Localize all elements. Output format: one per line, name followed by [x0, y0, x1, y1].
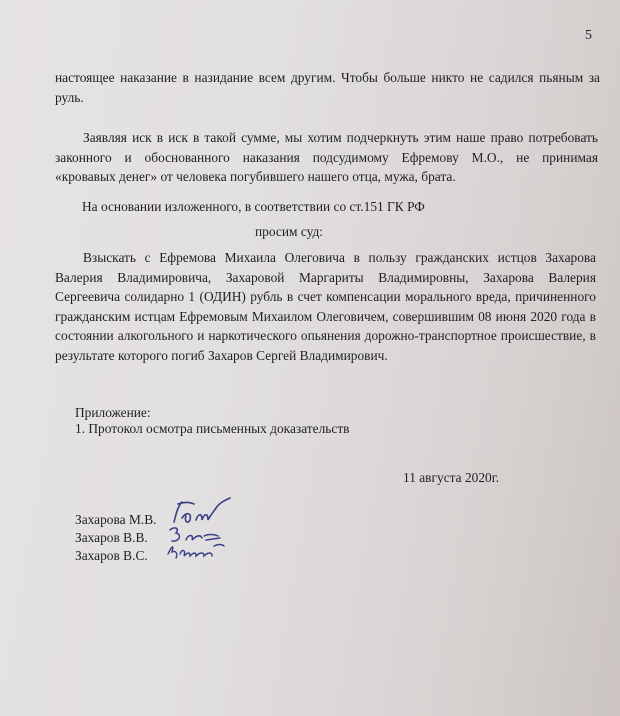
legal-basis-line: На основании изложенного, в соответствии со ст.151 ГК РФ	[82, 199, 425, 214]
signer-name: Захаров В.С.	[75, 548, 148, 563]
signature-icon	[164, 540, 226, 562]
paragraph-line: Взыскать с Ефремова Михаила Олеговича в пользу гражданских истцов Захарова	[83, 250, 596, 265]
paragraph-line: гражданским истцам Ефремовым Михаилом Олеговичем, совершившим 08 июня 2020 года в	[55, 308, 596, 324]
paragraph-line: настоящее наказание в назидание всем другим. Чтобы больше никто не садился пьяным за	[55, 70, 600, 85]
paragraph-line: Заявляя иск в иск в такой сумме, мы хотим подчеркнуть этим наше право потребовать	[83, 130, 598, 145]
paragraph-claim-reason	[55, 128, 598, 187]
paragraph-line: состоянии алкогольного и наркотического опьянения дорожно-транспортное происшествие, в	[55, 328, 596, 343]
signer-name: Захарова М.В.	[75, 512, 157, 527]
signer-name: Захаров В.В.	[75, 530, 148, 545]
document-date: 11 августа 2020г.	[403, 470, 500, 485]
paragraph-line: законного и обоснованного наказания подсудимому Ефремову М.О., не принимая	[55, 149, 598, 165]
paragraph-line: Валерия Владимировича, Захаровой Маргариты Владимировны, Захарова Валерия	[55, 269, 596, 285]
paragraph-line: руль.	[55, 89, 84, 105]
request-line: просим суд:	[255, 224, 323, 239]
paragraph-line: Сергеевича солидарно 1 (ОДИН) рубль в счет компенсации морального вреда, причиненного	[55, 289, 596, 304]
appendix-item: 1. Протокол осмотра письменных доказательств	[75, 421, 350, 436]
paragraph-punishment-end	[55, 68, 600, 107]
paragraph-demand	[55, 248, 596, 365]
paragraph-line: результате которого погиб Захаров Сергей Владимирович.	[55, 347, 388, 363]
paragraph-line: «кровавых денег» от человека погубившего нашего отца, мужа, брата.	[55, 169, 456, 184]
page-number: 5	[585, 28, 592, 43]
appendix-title: Приложение:	[75, 405, 151, 420]
